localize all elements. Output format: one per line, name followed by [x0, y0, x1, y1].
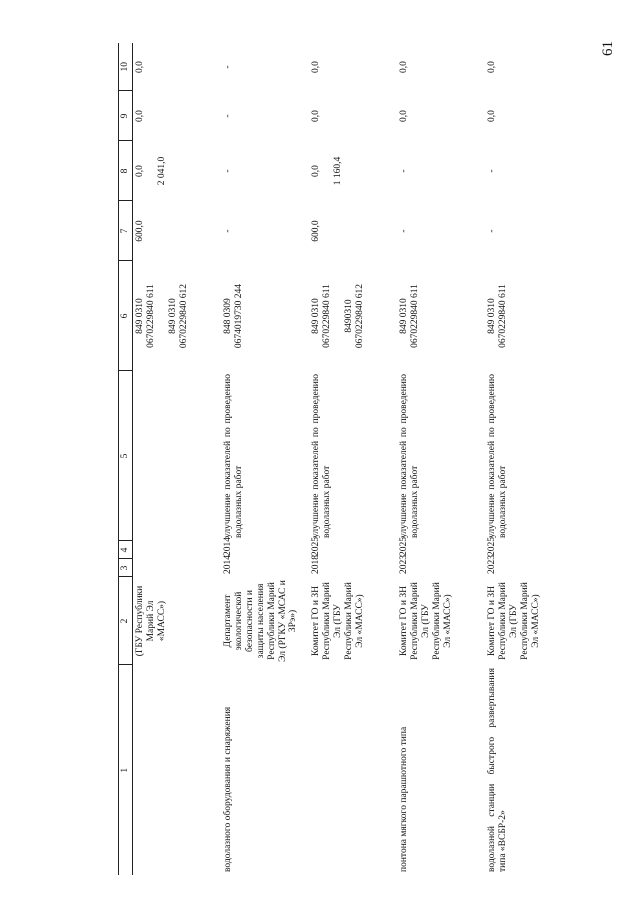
cell-item: водолазного оборудования и снаряжения [222, 706, 233, 872]
col-header-8: 8 [119, 141, 133, 201]
cell-item [132, 665, 221, 875]
table-header-row [119, 43, 133, 875]
col-header-6: 6 [119, 261, 133, 371]
cell-col10: 0,0 [310, 61, 321, 73]
cell-col7: - [486, 229, 497, 233]
cell-start-year: 2014 [222, 555, 233, 574]
cell-col10: 0,0 [134, 61, 145, 73]
cell-budget-code: 849 0310 0670229840 611 [486, 284, 508, 348]
cell-budget-code: 849 0310 0670229840 611 849 0310 0670229840 612 [134, 283, 189, 349]
cell-executor: Комитет ГО и ЗН Республики Марий Эл (ГБУ Республики Марий Эл «МАСС») [486, 582, 541, 660]
cell-end-year [132, 541, 221, 559]
cell-col7: - [398, 229, 409, 233]
cell-start-year [132, 559, 221, 577]
cell-end-year: 2025 [310, 537, 321, 556]
cell-col7: - [222, 229, 233, 233]
cell-col9: 0,0 [486, 110, 497, 122]
col-header-2: 2 [119, 577, 133, 665]
cell-col9: 0,0 [398, 110, 409, 122]
cell-start-year: 2023 [486, 555, 497, 574]
cell-budget-code: 848 0309 0674019730 244 [222, 283, 244, 349]
table-row [397, 43, 485, 875]
cell-result [132, 371, 221, 541]
cell-item: понтона мягкого парашютного типа [398, 726, 409, 872]
cell-col8: - [222, 169, 233, 173]
cell-col7: 600,0 [134, 220, 145, 242]
table-row [309, 43, 397, 875]
cell-executor: Комитет ГО и ЗН Республики Марий Эл (ГБУ Республики Марий Эл «МАСС») [398, 582, 453, 660]
cell-col9: 0,0 [310, 110, 321, 122]
cell-budget-code: 849 0310 0670229840 611 8490310 0670229840 612 [310, 283, 365, 349]
col-header-4: 4 [119, 541, 133, 559]
cell-col7: 600,0 [310, 220, 321, 242]
cell-start-year: 2018 [310, 555, 321, 574]
program-table [118, 43, 573, 875]
cell-result: улучшение показателей по проведению водолазных работ [222, 374, 244, 538]
table-row [132, 43, 221, 875]
cell-col8: - [398, 169, 409, 173]
cell-col10: - [222, 65, 233, 69]
cell-executor: Комитет ГО и ЗН Республики Марий Эл (ГБУ Республики Марий Эл «МАСС») [310, 582, 365, 660]
page-number: 61 [600, 41, 616, 56]
cell-item: водолазной станции быстрого развертывания типа «ВСБР-2» [486, 668, 508, 872]
cell-end-year: 2025 [398, 537, 409, 556]
cell-executor: Департамент экологической безопасности и защиты населения Республики Марий Эл (РГКУ «МСАС и ЗРэ») [222, 580, 299, 662]
cell-col8: - [486, 169, 497, 173]
cell-result: улучшение показателей по проведению водолазных работ [398, 374, 420, 538]
col-header-7: 7 [119, 201, 133, 261]
table-row [485, 43, 573, 875]
cell-executor: (ГБУ Республики Марий Эл «МАСС») [134, 585, 167, 657]
cell-start-year: 2023 [398, 555, 409, 574]
cell-col10: 0,0 [398, 61, 409, 73]
cell-item [309, 665, 397, 875]
cell-budget-code: 849 0310 0670229840 611 [398, 284, 420, 348]
cell-col8: 0,0 2 041,0 [134, 156, 167, 186]
cell-end-year: 2025 [486, 537, 497, 556]
cell-col10: 0,0 [486, 61, 497, 73]
cell-end-year: 2014 [222, 537, 233, 556]
cell-col9: 0,0 [134, 110, 145, 122]
col-header-1: 1 [119, 665, 133, 875]
col-header-3: 3 [119, 559, 133, 577]
rotated-table-wrapper [118, 43, 541, 875]
col-header-10: 10 [119, 43, 133, 91]
col-header-5: 5 [119, 371, 133, 541]
table-row [221, 43, 309, 875]
cell-result: улучшение показателей по проведению водолазных работ [486, 374, 508, 538]
cell-result: улучшение показателей по проведению водолазных работ [310, 374, 332, 538]
cell-col8: 0,0 1 160,4 [310, 156, 343, 186]
col-header-9: 9 [119, 91, 133, 141]
cell-col9: - [222, 114, 233, 118]
